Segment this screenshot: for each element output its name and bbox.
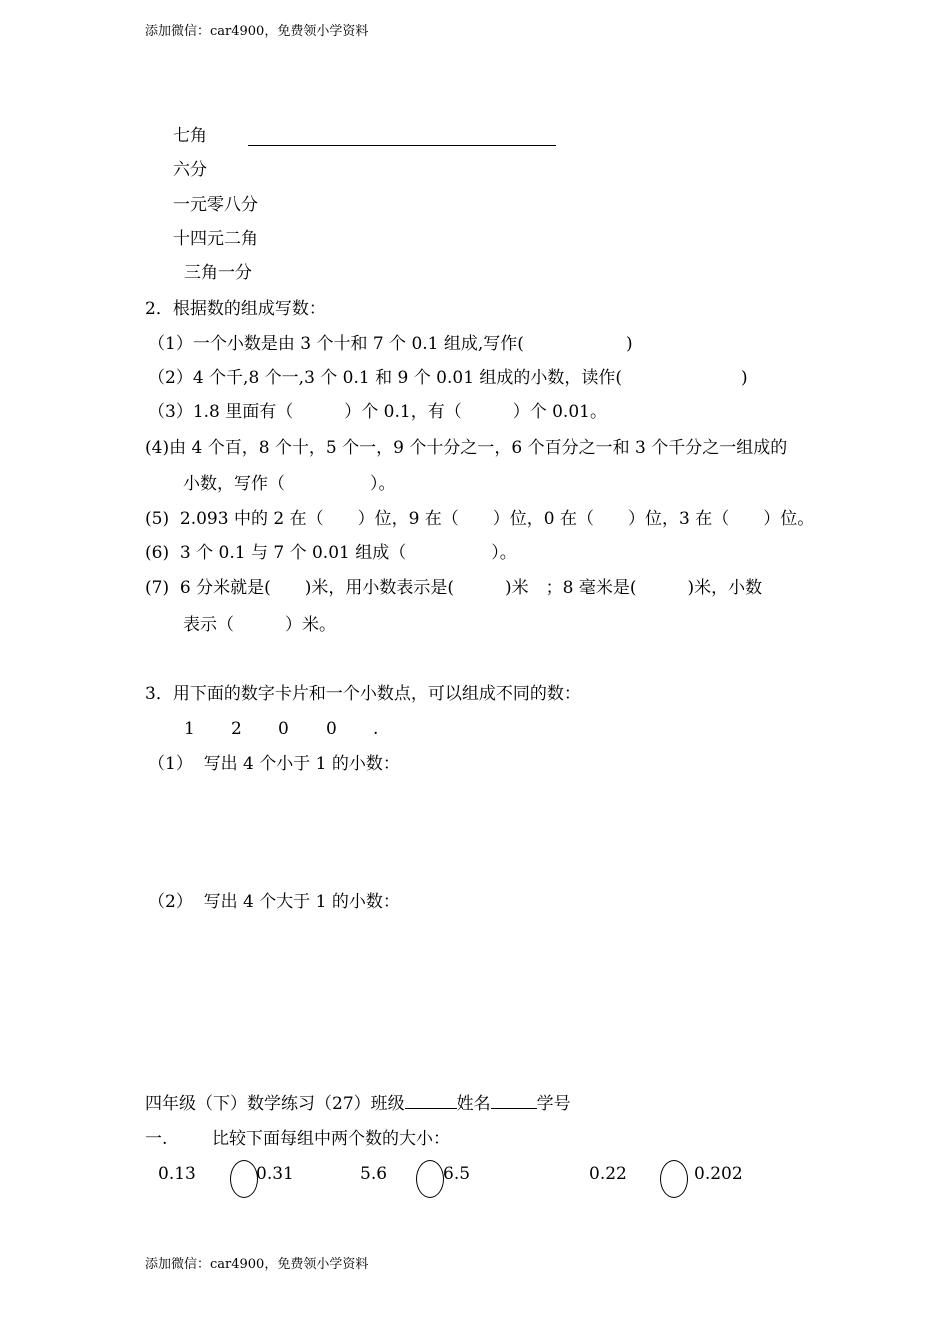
compare-circle[interactable] <box>660 1160 688 1198</box>
q2-item-4-cont: 小数，写作（ ）。 <box>183 474 396 494</box>
name-blank <box>491 1107 537 1109</box>
money-item-4: 十四元二角 <box>173 229 258 249</box>
q2-item-7: (7) 6 分米就是( )米，用小数表示是( )米 ；8 毫米是( )米，小数 <box>145 578 763 598</box>
pair-1-right: 0.31 <box>256 1164 294 1184</box>
answer-line <box>248 145 556 146</box>
digit-card: 1 <box>184 719 195 739</box>
q2-item-7-cont: 表示（ ）米。 <box>183 615 336 635</box>
pair-3-right: 0.202 <box>694 1164 743 1184</box>
q3-sub-2: （2） 写出 4 个大于 1 的小数： <box>148 892 400 912</box>
pair-3-left: 0.22 <box>589 1164 627 1184</box>
pair-2-left: 5.6 <box>360 1164 388 1184</box>
heading-name-label: 姓名 <box>456 1094 491 1114</box>
exercise-heading <box>145 1096 571 1113</box>
q3-title: 3．用下面的数字卡片和一个小数点，可以组成不同的数： <box>145 684 581 704</box>
q2-item-4: (4)由 4 个百，8 个十，5 个一，9 个十分之一，6 个百分之一和 3 个千分之一组成的 <box>145 438 788 458</box>
q2-item-3: （3）1.8 里面有（ ）个 0.1，有（ ）个 0.01。 <box>148 402 607 422</box>
footer-note: 添加微信：car4900，免费领小学资料 <box>145 1257 369 1272</box>
money-item-5: 三角一分 <box>184 263 252 283</box>
q3-sub-1: （1） 写出 4 个小于 1 的小数： <box>148 754 400 774</box>
q2-item-6: (6) 3 个 0.1 与 7 个 0.01 组成（ ）。 <box>145 543 517 563</box>
digit-card: 0 <box>326 719 337 739</box>
pair-1-left: 0.13 <box>158 1164 196 1184</box>
compare-circle[interactable] <box>230 1160 258 1198</box>
money-item-3: 一元零八分 <box>173 195 258 215</box>
section-number: 一. <box>145 1129 168 1149</box>
q2-title: 2．根据数的组成写数： <box>145 299 326 319</box>
instruction: 比较下面每组中两个数的大小： <box>212 1129 450 1149</box>
decimal-point-card: . <box>373 719 379 739</box>
digit-card: 2 <box>231 719 242 739</box>
money-item-2: 六分 <box>173 160 207 180</box>
heading-class-label: 四年级（下）数学练习（27）班级 <box>145 1094 405 1114</box>
q2-item-2: （2）4 个千,8 个一,3 个 0.1 和 9 个 0.01 组成的小数，读作( ) <box>148 368 748 388</box>
q2-item-1: （1）一个小数是由 3 个十和 7 个 0.1 组成,写作( ) <box>148 334 633 354</box>
q2-item-5: (5) 2.093 中的 2 在（ ）位，9 在（ ）位，0 在（ ）位，3 在（ ）位。 <box>145 509 815 529</box>
heading-number-label: 学号 <box>536 1094 571 1114</box>
class-blank <box>405 1107 457 1109</box>
header-note: 添加微信：car4900，免费领小学资料 <box>145 24 369 39</box>
compare-circle[interactable] <box>416 1160 444 1198</box>
pair-2-right: 6.5 <box>443 1164 471 1184</box>
money-item-1: 七角 <box>173 126 207 146</box>
digit-card: 0 <box>278 719 289 739</box>
